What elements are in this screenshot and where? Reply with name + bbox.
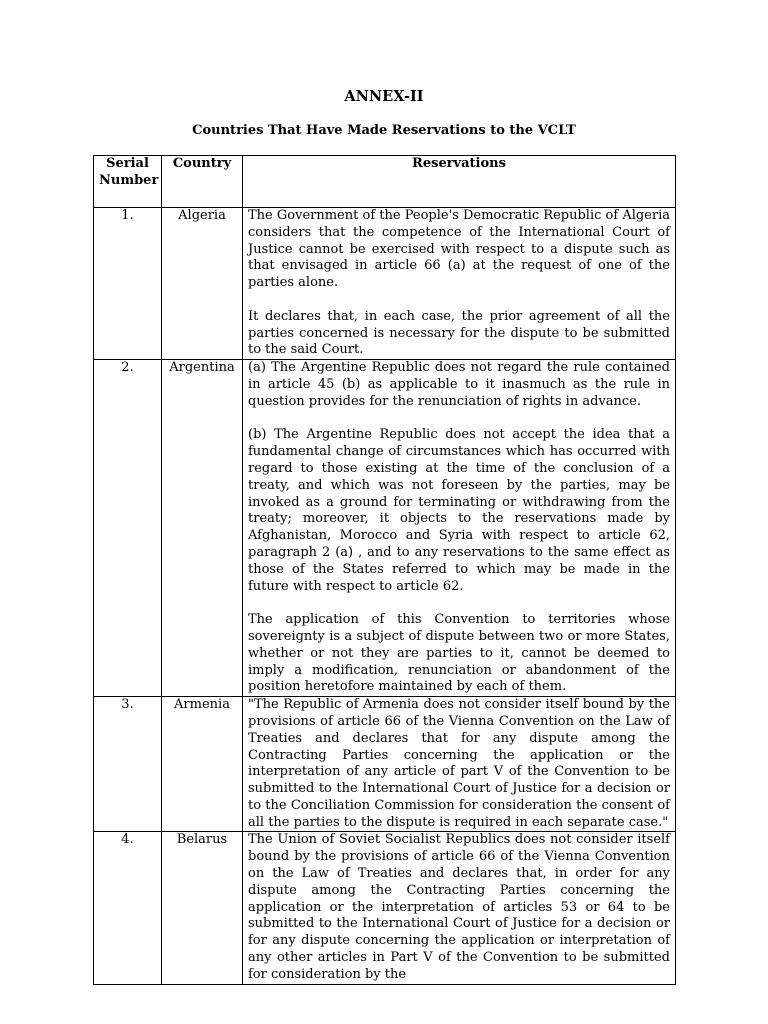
reservation-paragraph: The Union of Soviet Socialist Republics does not consider itself bound by the provisions of article 66 of the Vienna Convention on the Law of Treaties and declares that, in order for any dispute among the Contracting Parties concerning the application or the interpretation of articles 53 or 64 to be submitted to the International Court of Justice for a decision or for any dispute concerning the application or interpretation of any other articles in Part V of the Convention to be submitted for consideration by the <box>248 832 670 982</box>
reservation-paragraph: "The Republic of Armenia does not consider itself bound by the provisions of article 66 of the Vienna Convention on the Law of Treaties and declares that for any dispute among the Contracting Parties concerning the application or the interpretation of any article of part V of the Convention to be submitted to the International Court of Justice for a decision or to the Conciliation Commission for consideration the consent of all the parties to the dispute is required in each separate case." <box>248 697 670 830</box>
table-row <box>94 697 676 832</box>
table-row <box>94 208 676 360</box>
serial-number-cell: 1. <box>94 208 162 360</box>
header-reservations: Reservations <box>243 156 676 208</box>
reservation-paragraph: The Government of the People's Democratic Republic of Algeria considers that the competence of the International Court of Justice cannot be exercised with respect to a dispute such as that envisaged in article 66 (a) at the request of one of the parties alone. <box>248 208 670 291</box>
reservations-cell <box>243 360 676 697</box>
table-header-row <box>94 156 676 208</box>
reservation-paragraph: The application of this Convention to territories whose sovereignty is a subject of dispute between two or more States, whether or not they are parties to it, cannot be deemed to imply a modification, renunciation or abandonment of the position heretofore maintained by each of them. <box>248 612 670 695</box>
table-row <box>94 360 676 697</box>
annex-subtitle: Countries That Have Made Reservations to the VCLT <box>192 123 576 138</box>
serial-number-cell: 2. <box>94 360 162 697</box>
serial-number-cell: 4. <box>94 832 162 984</box>
country-cell: Algeria <box>162 208 243 360</box>
reservations-cell <box>243 208 676 360</box>
header-country: Country <box>162 156 243 208</box>
reservations-cell <box>243 832 676 984</box>
reservation-paragraph: It declares that, in each case, the prior agreement of all the parties concerned is necessary for the dispute to be submitted to the said Court. <box>248 308 670 358</box>
country-cell: Argentina <box>162 360 243 697</box>
annex-title: ANNEX-II <box>344 88 424 105</box>
reservations-cell <box>243 697 676 832</box>
table-row <box>94 832 676 984</box>
country-cell: Belarus <box>162 832 243 984</box>
country-cell: Armenia <box>162 697 243 832</box>
serial-number-cell: 3. <box>94 697 162 832</box>
reservations-table <box>93 155 676 985</box>
reservation-paragraph: (b) The Argentine Republic does not accept the idea that a fundamental change of circumstances which has occurred with regard to those existing at the time of the conclusion of a treaty, and which was not foreseen by the parties, may be invoked as a ground for terminating or withdrawing from the treaty; moreover, it objects to the reservations made by Afghanistan, Morocco and Syria with respect to article 62, paragraph 2 (a) , and to any reservations to the same effect as those of the States referred to which may be made in the future with respect to article 62. <box>248 427 670 594</box>
header-serial-number: Serial Number <box>94 156 162 208</box>
reservation-paragraph: (a) The Argentine Republic does not regard the rule contained in article 45 (b) as applicable to it inasmuch as the rule in question provides for the renunciation of rights in advance. <box>248 360 670 409</box>
